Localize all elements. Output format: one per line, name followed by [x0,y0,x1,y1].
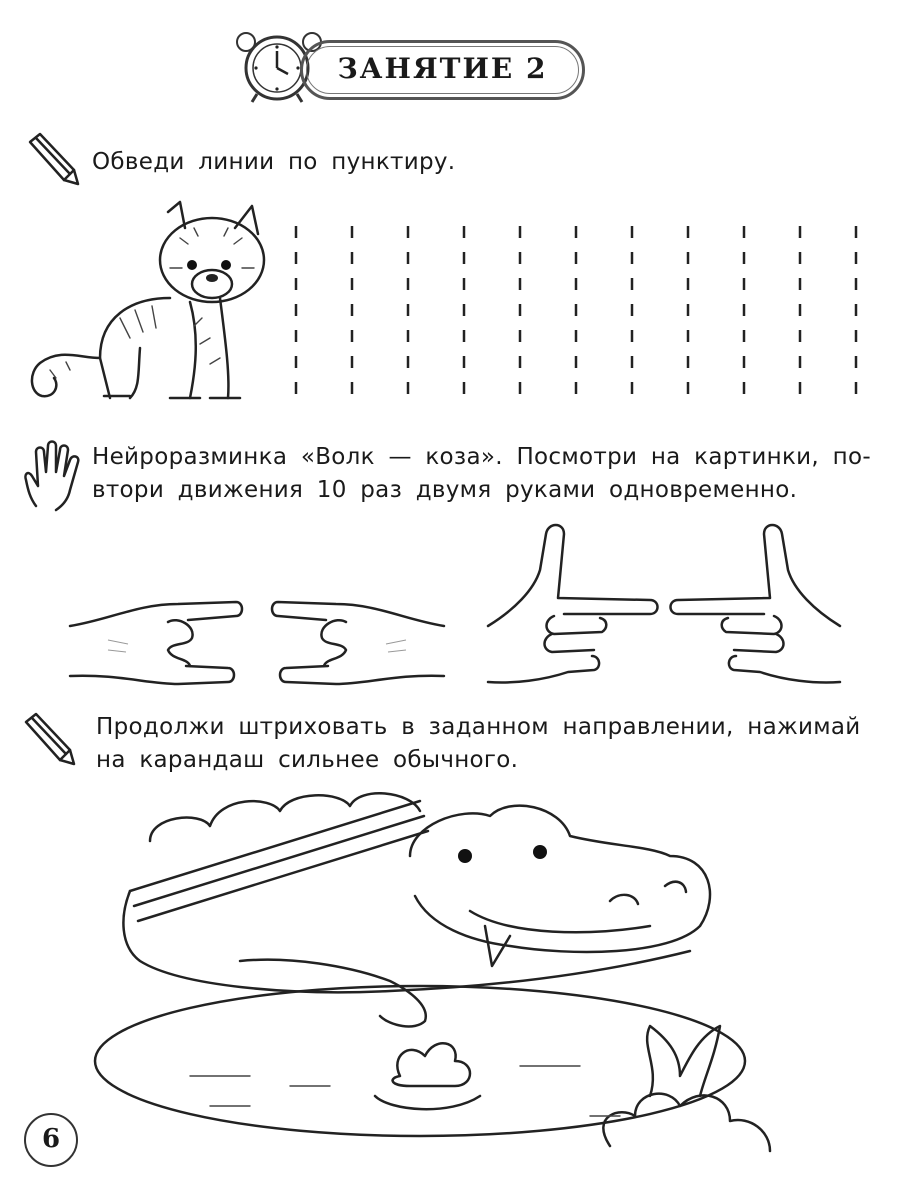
task-2-instruction [92,441,871,507]
dashed-trace-lines [280,220,870,410]
task-1-instruction [92,146,455,179]
pencil-icon [24,130,84,190]
page-number: 6 [24,1113,78,1167]
goat-hands-illustration [484,520,844,690]
task-3-line-2: на карандаш сильнее обычного. [96,747,519,773]
lesson-title: ЗАНЯТИЕ 2 [337,52,548,85]
hand-icon [22,442,82,512]
wolf-hands-illustration [68,590,448,700]
task-2-line-2: втори движения 10 раз двумя руками одновременно. [92,477,798,503]
task-3-line-1: Продолжи штриховать в заданном направлении, нажимай [96,714,861,740]
pencil-icon [20,710,80,770]
tiger-illustration [20,198,280,418]
task-2-line-1: Нейроразминка «Волк — коза». Посмотри на картинки, по- [92,444,871,470]
task-1-line: Обведи линии по пунктиру. [92,149,456,175]
crocodile-illustration [90,786,810,1166]
task-3-instruction [96,711,861,777]
